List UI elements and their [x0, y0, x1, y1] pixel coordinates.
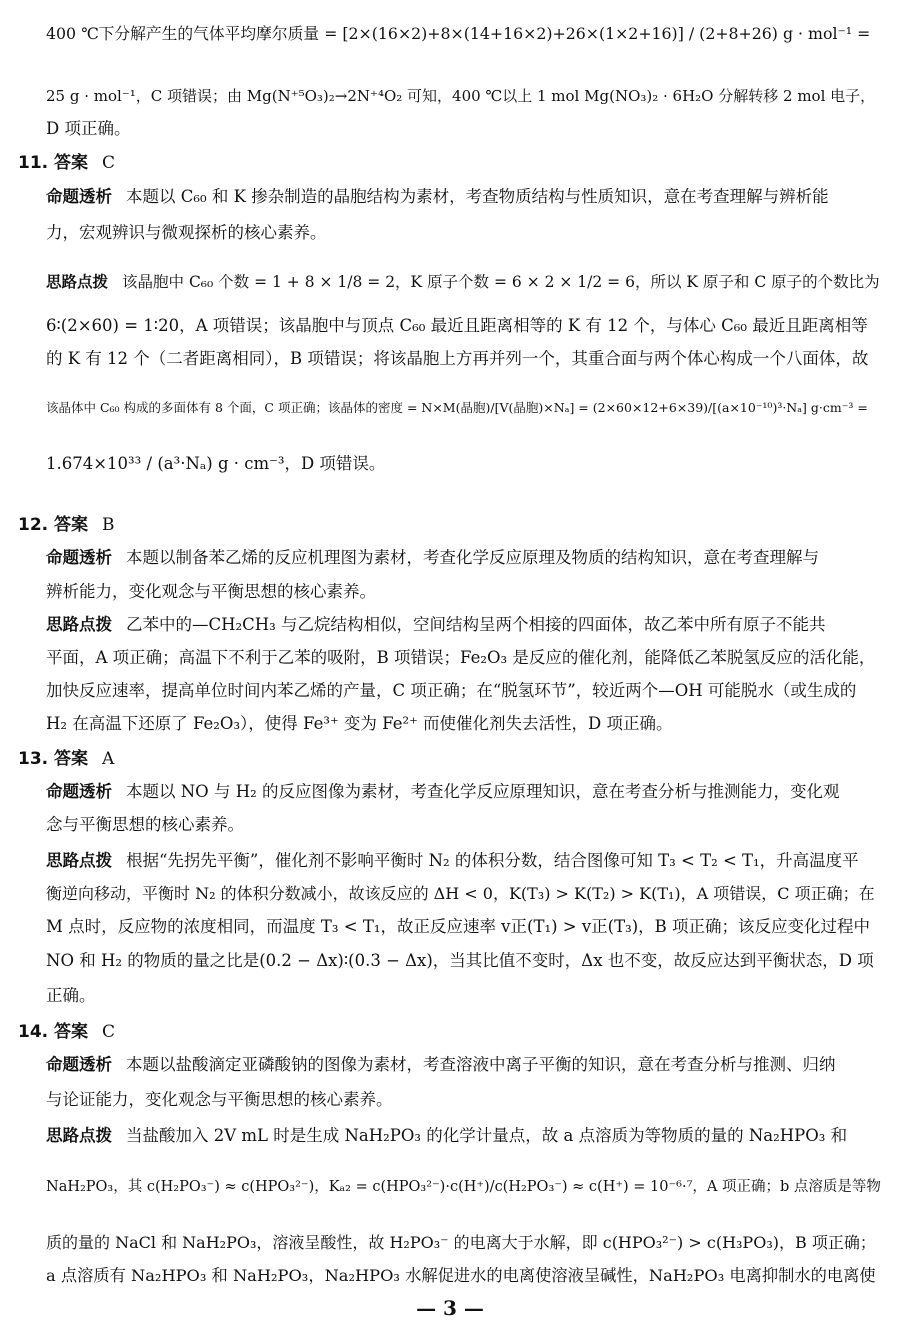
line-text: NO 和 H₂ 的物质的量之比是(0.2 − Δx)∶(0.3 − Δx)，当其比值不变时，Δx 也不变，故反应达到平衡状态，D 项: [46, 951, 874, 970]
paragraph-line: [46, 22, 882, 46]
section-paragraph-start: [46, 613, 882, 637]
line-text: 本题以盐酸滴定亚磷酸钠的图像为素材，考查溶液中离子平衡的知识，意在考查分析与推测、归纳: [126, 1055, 836, 1074]
paragraph-line: [46, 1088, 882, 1112]
section-label: 命题透析: [46, 782, 112, 801]
answer-letter: A: [102, 749, 115, 769]
line-text: a 点溶质有 Na₂HPO₃ 和 NaH₂PO₃，Na₂HPO₃ 水解促进水的电离使溶液呈碱性，NaH₂PO₃ 电离抑制水的电离使: [46, 1266, 876, 1285]
line-text: 质的量的 NaCl 和 NaH₂PO₃，溶液呈酸性，故 H₂PO₃⁻ 的电离大于水解，即 c(HPO₃²⁻) > c(H₃PO₃)，B 项正确；: [46, 1233, 876, 1252]
paragraph-line: [46, 1231, 882, 1255]
line-text: 当盐酸加入 2V mL 时是生成 NaH₂PO₃ 的化学计量点，故 a 点溶质为等物质的量的 Na₂HPO₃ 和: [126, 1126, 848, 1145]
section-label: 思路点拨: [46, 615, 112, 634]
line-text: M 点时，反应物的浓度相同，而温度 T₃ < T₁，故正反应速率 v正(T₁) > v正(T₃)，B 项正确；该反应变化过程中: [46, 917, 871, 936]
section-paragraph-start: [46, 1124, 882, 1148]
section-label: 命题透析: [46, 187, 112, 206]
line-text: 乙苯中的—CH₂CH₃ 与乙烷结构相似，空间结构呈两个相接的四面体，故乙苯中所有原子不能共: [126, 615, 826, 634]
line-text: 平面，A 项正确；高温下不利于乙苯的吸附，B 项错误；Fe₂O₃ 是反应的催化剂，能降低乙苯脱氢反应的活化能，: [46, 648, 876, 667]
line-text: NaH₂PO₃，其 c(H₂PO₃⁻) ≈ c(HPO₃²⁻)，Kₐ₂ = c(HPO₃²⁻)·c(H⁺)/c(H₂PO₃⁻) ≈ c(H⁺) = 10⁻⁶·⁷，A 项正确；b 点溶质是等物: [46, 1179, 881, 1195]
paragraph-line: [46, 580, 882, 604]
section-label: 思路点拨: [46, 273, 109, 291]
paragraph-line: [46, 882, 882, 906]
paragraph-line: [46, 984, 882, 1008]
paragraph-line: [46, 117, 882, 141]
paragraph-line: [46, 452, 882, 476]
line-text: 本题以 C₆₀ 和 K 掺杂制造的晶胞结构为素材，考查物质结构与性质知识，意在考查理解与辨析能: [126, 187, 829, 206]
section-label: 思路点拨: [46, 1126, 112, 1145]
answer-letter: C: [102, 153, 116, 173]
line-text: 25 g · mol⁻¹，C 项错误；由 Mg(N⁺⁵O₃)₂→2N⁺⁴O₂ 可知，400 ℃以上 1 mol Mg(NO₃)₂ · 6H₂O 分解转移 2 mol 电子，: [46, 87, 876, 105]
line-text: 根据“先拐先平衡”，催化剂不影响平衡时 N₂ 的体积分数，结合图像可知 T₃ < T₂ < T₁，升高温度平: [126, 851, 859, 870]
question-answer-heading: [18, 1020, 115, 1044]
question-number: 11. 答案: [18, 153, 89, 173]
paragraph-line: [46, 679, 882, 703]
answer-letter: B: [102, 515, 115, 535]
line-text: 衡逆向移动，平衡时 N₂ 的体积分数减小，故该反应的 ΔH < 0，K(T₃) > K(T₂) > K(T₁)，A 项错误，C 项正确；在: [46, 884, 875, 903]
paragraph-line: [46, 314, 882, 338]
answer-letter: C: [102, 1022, 116, 1042]
paragraph-line: [46, 221, 882, 245]
section-label: 命题透析: [46, 548, 112, 567]
paragraph-line: [46, 949, 882, 973]
line-text: 该晶胞中 C₆₀ 个数 = 1 + 8 × 1/8 = 2，K 原子个数 = 6 × 2 × 1/2 = 6，所以 K 原子和 C 原子的个数比为: [122, 273, 880, 291]
question-number: 12. 答案: [18, 515, 89, 535]
line-text: 本题以 NO 与 H₂ 的反应图像为素材，考查化学反应原理知识，意在考查分析与推测能力，变化观: [126, 782, 840, 801]
line-text: 400 ℃下分解产生的气体平均摩尔质量 = [2×(16×2)+8×(14+16×2)+26×(1×2+16)] / (2+8+26) g · mol⁻¹ =: [46, 24, 871, 43]
section-label: 命题透析: [46, 1055, 112, 1074]
section-paragraph-start: [46, 185, 882, 209]
section-paragraph-start: [46, 780, 882, 804]
line-text: 加快反应速率，提高单位时间内苯乙烯的产量，C 项正确；在“脱氢环节”，较近两个—OH 可能脱水（或生成的: [46, 681, 857, 700]
paragraph-line: [46, 1264, 882, 1288]
question-answer-heading: [18, 151, 115, 175]
line-text: 正确。: [46, 986, 96, 1005]
paragraph-line: [46, 84, 882, 108]
section-paragraph-start: [46, 546, 882, 570]
line-text: 1.674×10³³ / (a³·Nₐ) g · cm⁻³，D 项错误。: [46, 454, 386, 473]
paragraph-line: [46, 712, 882, 736]
paragraph-line: [46, 1175, 882, 1199]
paragraph-line: [46, 915, 882, 939]
line-text: 6∶(2×60) = 1∶20，A 项错误；该晶胞中与顶点 C₆₀ 最近且距离相等的 K 有 12 个，与体心 C₆₀ 最近且距离相等: [46, 316, 868, 335]
line-text: 辨析能力，变化观念与平衡思想的核心素养。: [46, 582, 376, 601]
question-answer-heading: [18, 513, 115, 537]
section-paragraph-start: [46, 1053, 882, 1077]
line-text: D 项正确。: [46, 119, 131, 138]
section-paragraph-start: [46, 270, 882, 294]
question-answer-heading: [18, 747, 114, 771]
paragraph-line: [46, 396, 882, 420]
line-text: H₂ 在高温下还原了 Fe₂O₃），使得 Fe³⁺ 变为 Fe²⁺ 而使催化剂失去活性，D 项正确。: [46, 714, 673, 733]
line-text: 的 K 有 12 个（二者距离相同），B 项错误；将该晶胞上方再并列一个，其重合面与两个体心构成一个八面体，故: [46, 349, 869, 368]
line-text: 该晶体中 C₆₀ 构成的多面体有 8 个面，C 项正确；该晶体的密度 = N×M(晶胞)/[V(晶胞)×Nₐ] = (2×60×12+6×39)/[(a×10⁻¹⁰)³·Nₐ] g·cm⁻³ =: [46, 400, 868, 415]
line-text: 念与平衡思想的核心素养。: [46, 815, 244, 834]
paragraph-line: [46, 347, 882, 371]
section-label: 思路点拨: [46, 851, 112, 870]
line-text: 本题以制备苯乙烯的反应机理图为素材，考查化学反应原理及物质的结构知识，意在考查理解与: [126, 548, 819, 567]
paragraph-line: [46, 646, 882, 670]
question-number: 13. 答案: [18, 749, 89, 769]
paragraph-line: [46, 813, 882, 837]
section-paragraph-start: [46, 849, 882, 873]
question-number: 14. 答案: [18, 1022, 89, 1042]
page-number: — 3 —: [416, 1296, 484, 1320]
line-text: 力，宏观辨识与微观探析的核心素养。: [46, 223, 327, 242]
line-text: 与论证能力，变化观念与平衡思想的核心素养。: [46, 1090, 393, 1109]
